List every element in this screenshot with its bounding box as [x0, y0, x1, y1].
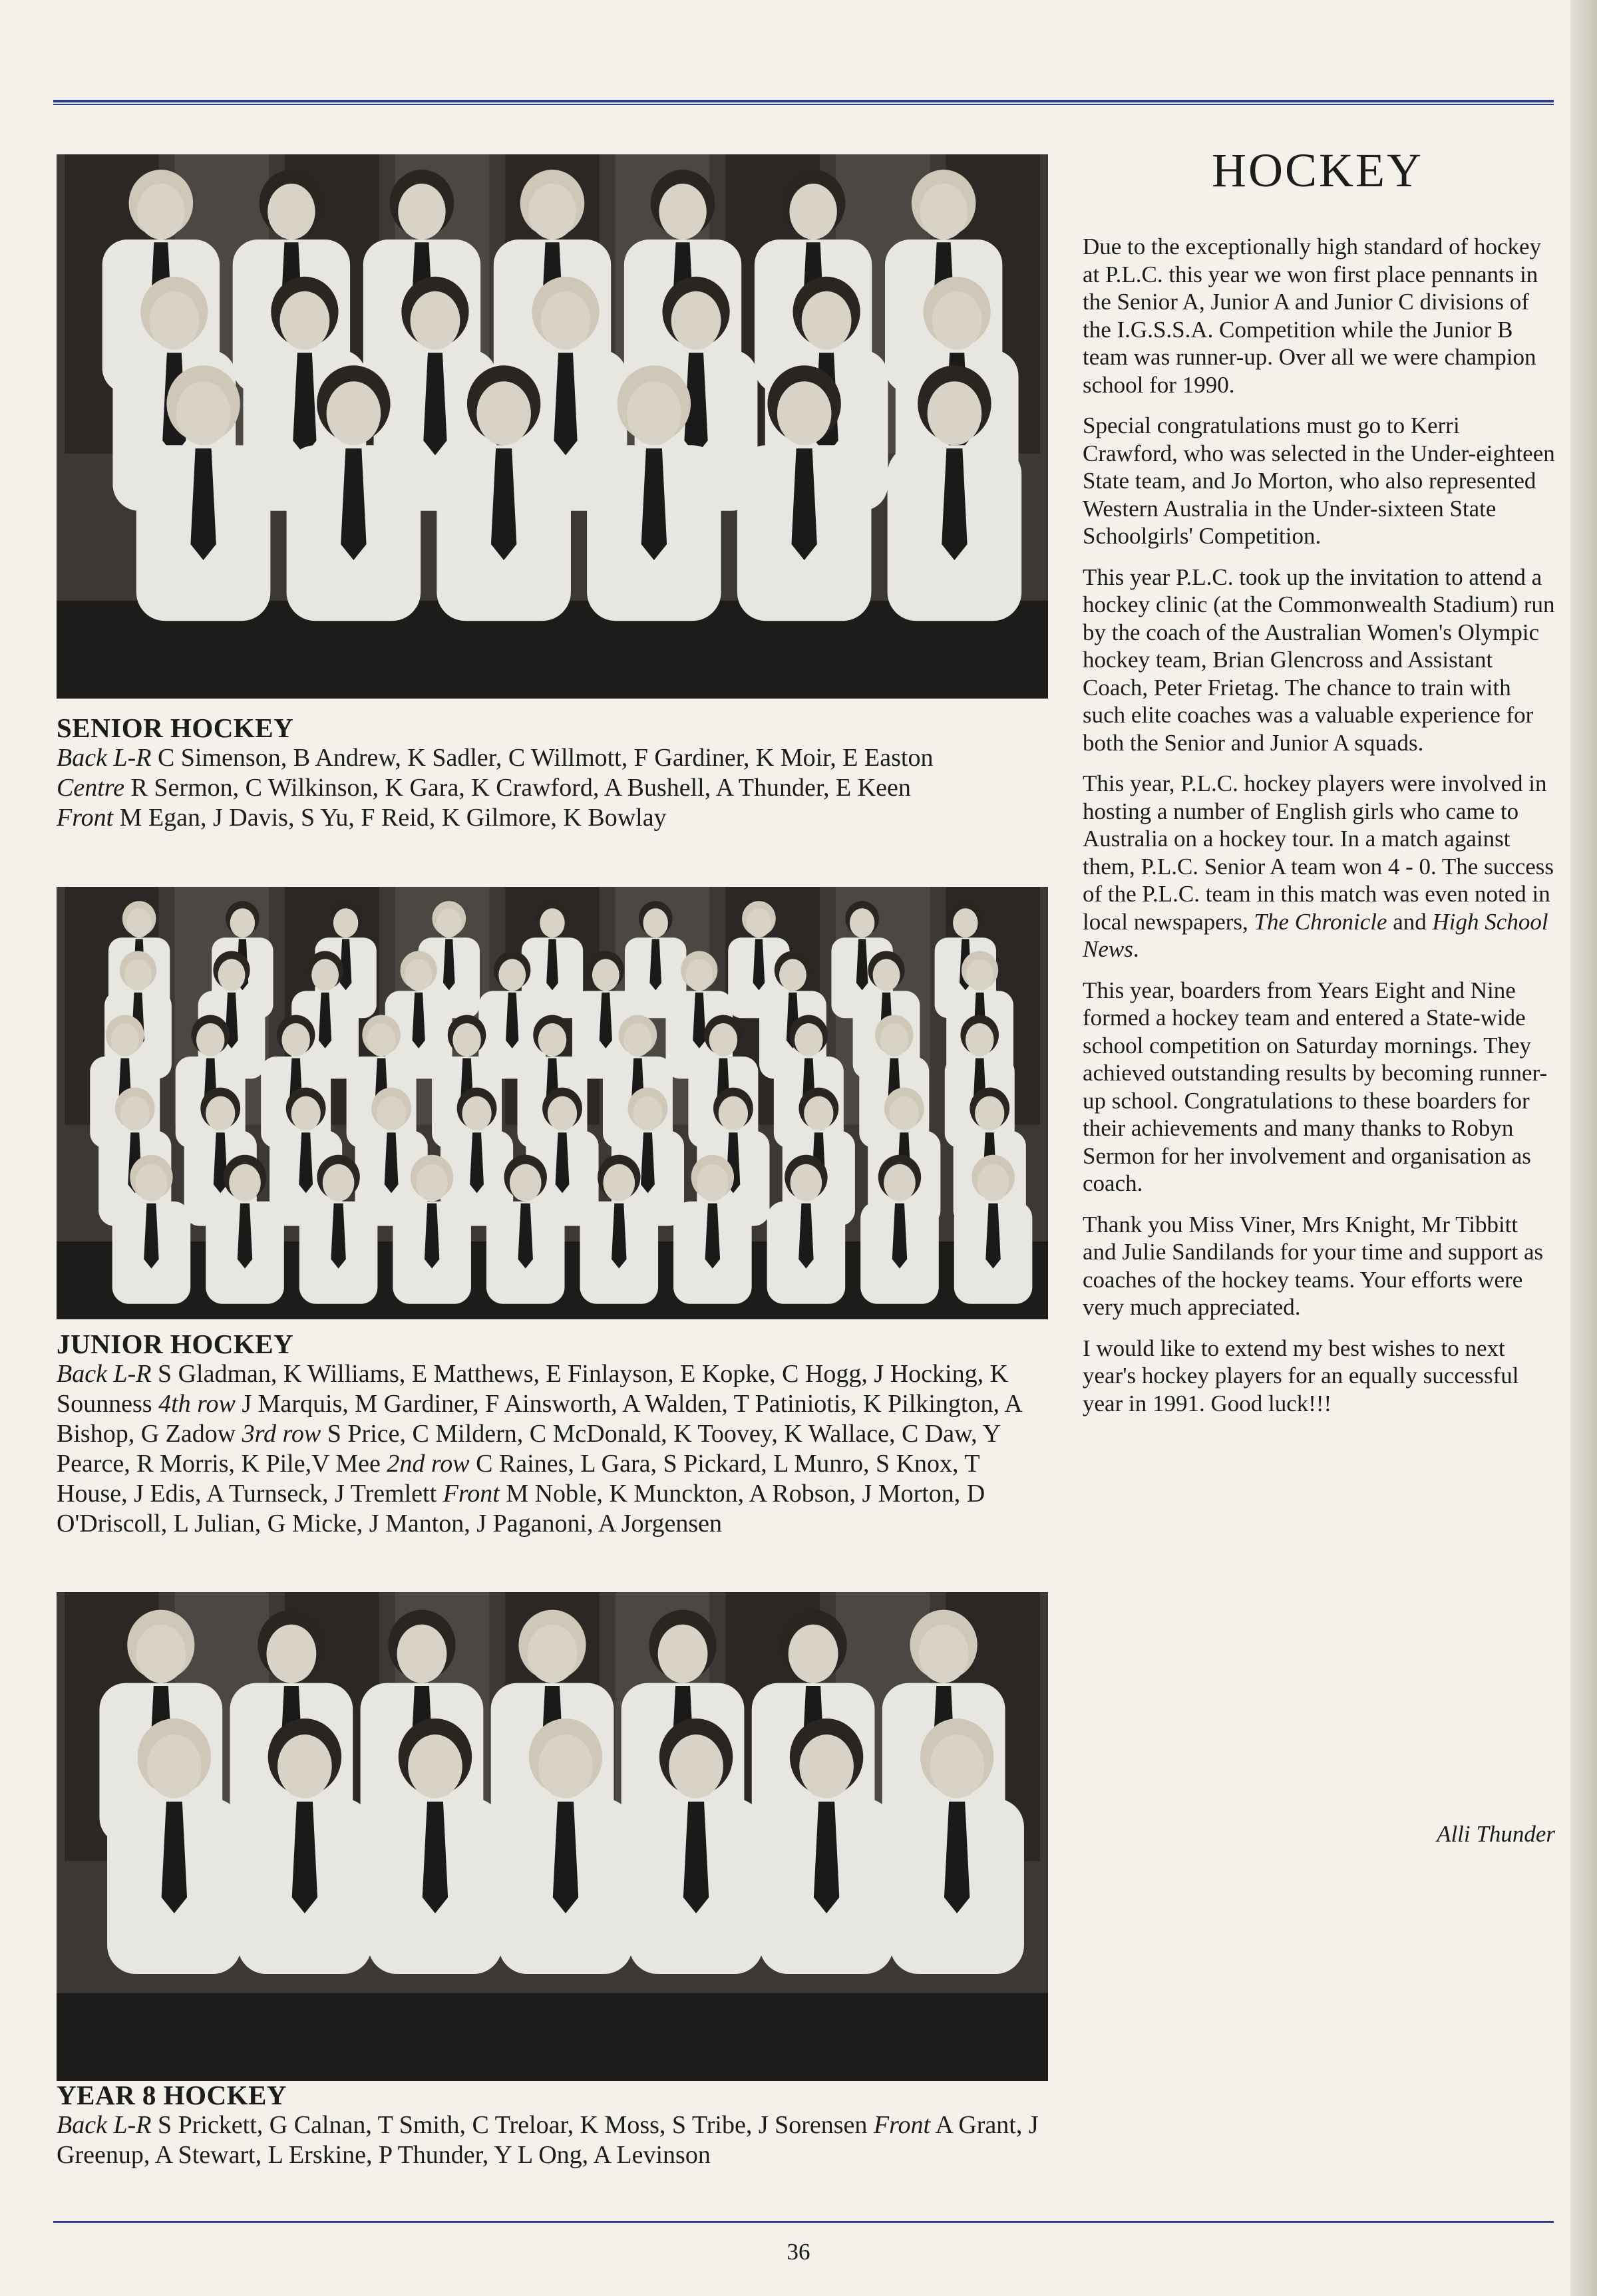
year8-hockey-photo	[57, 1592, 1048, 2081]
row-names: R Sermon, C Wilkinson, K Gara, K Crawford, A Bushell, A Thunder, E Keen	[124, 774, 911, 802]
article-paragraph: This year, boarders from Years Eight and Nine formed a hockey team and entered a State-wide school competition on Saturday mornings. They achieved outstanding results by becoming runner-up school. Congratulations to these boarders for their achievements and many thanks to Robyn Sermon for her involvement and organisation as coach.	[1083, 977, 1548, 1196]
senior-hockey-title: SENIOR HOCKEY	[57, 713, 294, 743]
year8-hockey-caption	[57, 2080, 1055, 2170]
row-label: 3rd row	[242, 1420, 321, 1448]
article-paragraph: Special congratulations must go to Kerri Crawford, who was selected in the Under-eighteen State team, and Jo Morton, who also represented Western Australia in the Under-sixteen State Schoolgirls' Competition.	[1083, 412, 1555, 549]
article-paragraph	[1083, 770, 1555, 963]
footer-rule	[53, 2221, 1554, 2224]
row-label: 2nd row	[387, 1450, 470, 1478]
junior-hockey-title: JUNIOR HOCKEY	[57, 1329, 294, 1359]
article-paragraph: This year P.L.C. took up the invitation to attend a hockey clinic (at the Commonwealth Stadium) run by the coach of the Australian Women's Olympic hockey team, Brian Glencross and Assistant Coach, Peter Frietag. The chance to train with such elite coaches was a valuable experience for both the Senior and Junior A squads.	[1083, 564, 1555, 756]
row-names: C Simenson, B Andrew, K Sadler, C Willmott, F Gardiner, K Moir, E Easton	[151, 744, 934, 772]
page-number: 36	[787, 2239, 810, 2265]
row-names: A Grant, J Greenup, A Stewart, L Erskine, P Thunder, Y L Ong, A Levinson	[57, 2111, 1039, 2169]
junior-rows	[57, 1359, 1055, 1539]
row-label: Back L-R	[57, 744, 152, 772]
year8-hockey-title: YEAR 8 HOCKEY	[57, 2080, 287, 2110]
row-names: S Gladman, K Williams, E Matthews, E Finlayson, E Kopke, C Hogg, J Hocking, K Sounness	[57, 1360, 1009, 1418]
senior-back-row	[57, 743, 1055, 773]
article-paragraph: I would like to extend my best wishes to next year's hockey players for an equally successful year in 1991. Good luck!!!	[1083, 1335, 1519, 1416]
newspaper-title: The Chronicle	[1254, 908, 1387, 935]
article-heading: HOCKEY	[1212, 144, 1423, 197]
paragraph-text: .	[1133, 936, 1139, 962]
header-rule	[53, 100, 1554, 105]
article-body	[1083, 233, 1555, 1430]
row-label: Front	[57, 804, 114, 832]
row-label: 4th row	[158, 1390, 236, 1418]
page-edge-shadow	[1570, 0, 1597, 2296]
row-label: Centre	[57, 774, 125, 802]
author-signature: Alli Thunder	[1437, 1821, 1555, 1847]
row-names: M Egan, J Davis, S Yu, F Reid, K Gilmore, K Bowlay	[113, 804, 667, 832]
row-label: Back L-R	[57, 1360, 152, 1388]
senior-front-row	[57, 803, 1055, 833]
row-label: Back L-R	[57, 2111, 152, 2139]
row-label: Front	[443, 1480, 500, 1508]
paragraph-text: and	[1387, 908, 1433, 935]
row-names: S Prickett, G Calnan, T Smith, C Treloar, K Moss, S Tribe, J Sorensen	[151, 2111, 874, 2139]
senior-hockey-caption	[57, 713, 1055, 833]
row-names: S Price, C Mildern, C McDonald, K Toovey, K Wallace, C Daw, Y Pearce, R Morris, K Pile,V Mee	[57, 1420, 1000, 1478]
senior-hockey-photo	[57, 154, 1048, 699]
newspaper-title: High School News	[1083, 908, 1548, 962]
senior-centre-row	[57, 773, 1055, 803]
row-names: J Marquis, M Gardiner, F Ainsworth, A Walden, T Patiniotis, K Pilkington, A Bishop, G Zadow	[57, 1390, 1021, 1448]
row-names: C Raines, L Gara, S Pickard, L Munro, S Knox, T House, J Edis, A Turnseck, J Tremlett	[57, 1450, 979, 1508]
paragraph-text: This year, P.L.C. hockey players were involved in hosting a number of English girls who came to Australia on a hockey tour. In a match against them, P.L.C. Senior A team won 4 - 0. The success of the P.L.C. team in this match was even noted in local newspapers,	[1083, 770, 1554, 935]
row-names: M Noble, K Munckton, A Robson, J Morton, D O'Driscoll, L Julian, G Micke, J Manton, J Paganoni, A Jorgensen	[57, 1480, 985, 1538]
junior-hockey-photo	[57, 887, 1048, 1319]
year8-rows	[57, 2110, 1055, 2170]
row-label: Front	[873, 2111, 931, 2139]
article-paragraph: Thank you Miss Viner, Mrs Knight, Mr Tibbitt and Julie Sandilands for your time and support as coaches of the hockey teams. Your efforts were very much appreciated.	[1083, 1211, 1544, 1320]
article-paragraph: Due to the exceptionally high standard of hockey at P.L.C. this year we won first place pennants in the Senior A, Junior A and Junior C divisions of the I.G.S.S.A. Competition while the Junior B team was runner-up. Over all we were champion school for 1990.	[1083, 234, 1542, 398]
junior-hockey-caption	[57, 1329, 1055, 1539]
